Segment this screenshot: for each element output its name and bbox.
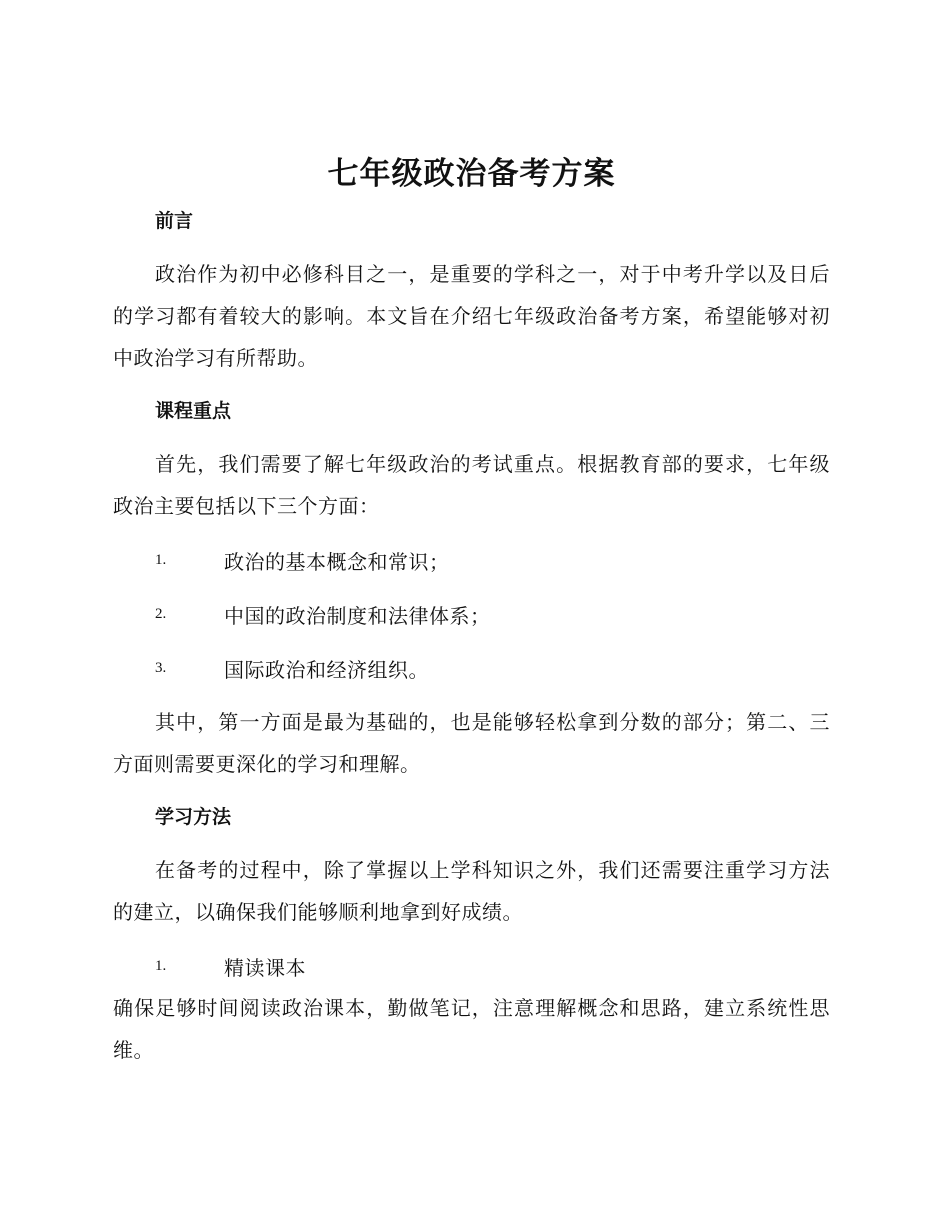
section-heading-methods: 学习方法 — [155, 806, 232, 828]
method-detail: 确保足够时间阅读政治课本，勤做笔记，注意理解概念和思路，建立系统性思维。 — [113, 996, 830, 1062]
list-number: 1. — [155, 551, 167, 568]
section-heading-key-points: 课程重点 — [155, 400, 232, 422]
list-text: 国际政治和经济组织。 — [224, 657, 429, 682]
list-number: 1. — [155, 957, 167, 974]
list-item — [113, 593, 830, 635]
list-number: 3. — [155, 659, 167, 676]
key-points-intro: 首先，我们需要了解七年级政治的考试重点。根据教育部的要求，七年级政治主要包括以下三个方面： — [113, 452, 830, 518]
section-heading-preface: 前言 — [155, 210, 194, 232]
list-number: 2. — [155, 605, 167, 622]
document-body — [113, 150, 830, 1083]
list-item — [113, 647, 830, 689]
list-item — [113, 539, 830, 581]
list-text: 精读课本 — [224, 955, 306, 980]
list-text: 中国的政治制度和法律体系； — [224, 603, 491, 628]
methods-intro: 在备考的过程中，除了掌握以上学科知识之外，我们还需要注重学习方法的建立，以确保我们能够顺利地拿到好成绩。 — [113, 858, 830, 924]
document-title: 七年级政治备考方案 — [327, 156, 616, 192]
key-points-summary: 其中，第一方面是最为基础的，也是能够轻松拿到分数的部分；第二、三方面则需要更深化的学习和理解。 — [113, 710, 830, 776]
list-item — [113, 945, 830, 987]
list-text: 政治的基本概念和常识； — [224, 549, 450, 574]
preface-paragraph: 政治作为初中必修科目之一，是重要的学科之一，对于中考升学以及日后的学习都有着较大的影响。本文旨在介绍七年级政治备考方案，希望能够对初中政治学习有所帮助。 — [113, 262, 830, 370]
